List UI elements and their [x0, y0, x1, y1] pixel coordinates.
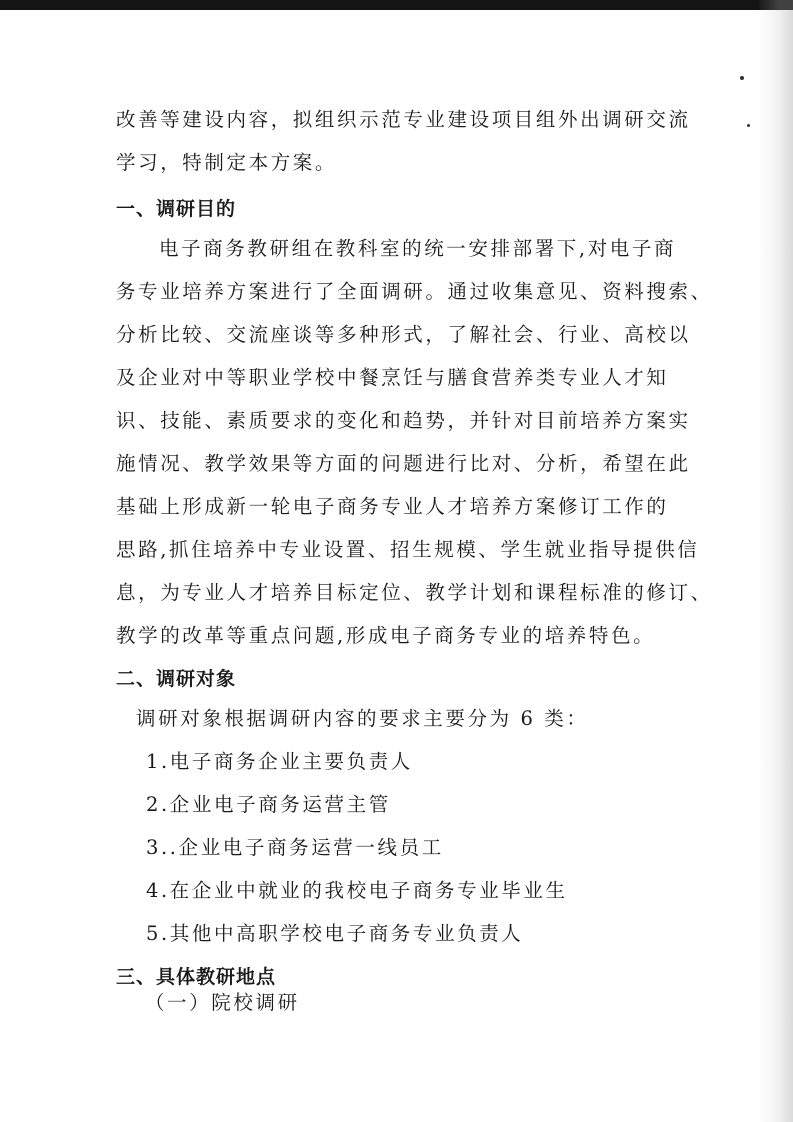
section-1-paragraph-line: 教学的改革等重点问题,形成电子商务专业的培养特色。 [116, 624, 656, 647]
section-3-heading: 三、具体教研地点 [116, 966, 277, 988]
section-1-paragraph-line: 息，为专业人才培养目标定位、教学计划和课程标准的修订、 [116, 581, 713, 604]
section-1-paragraph-line: 及企业对中等职业学校中餐烹饪与膳食营养类专业人才知 [116, 366, 669, 389]
section-1-heading: 一、调研目的 [116, 198, 237, 220]
scan-speck [747, 124, 750, 127]
list-item: 2.企业电子商务运营主管 [146, 793, 391, 816]
list-item: 4.在企业中就业的我校电子商务专业毕业生 [146, 879, 568, 902]
section-1-paragraph-line: 识、技能、素质要求的变化和趋势，并针对目前培养方案实 [116, 409, 691, 432]
section-1-paragraph-line: 分析比较、交流座谈等多种形式，了解社会、行业、高校以 [116, 323, 691, 346]
list-item: 3..企业电子商务运营一线员工 [146, 836, 444, 859]
section-3-subheading: （一）院校调研 [145, 991, 300, 1014]
list-item: 5.其他中高职学校电子商务专业负责人 [146, 922, 524, 945]
section-2-heading: 二、调研对象 [116, 668, 237, 690]
section-1-paragraph-line: 基础上形成新一轮电子商务专业人才培养方案修订工作的 [116, 495, 669, 518]
scan-right-shadow [757, 0, 793, 1122]
section-1-paragraph-line: 务专业培养方案进行了全面调研。通过收集意见、资料搜索、 [116, 280, 713, 303]
list-item: 1.电子商务企业主要负责人 [146, 750, 413, 773]
section-2-intro: 调研对象根据调研内容的要求主要分为 6 类： [136, 707, 589, 730]
scan-top-edge [0, 0, 793, 10]
section-1-paragraph-line: 思路,抓住培养中专业设置、招生规模、学生就业指导提供信 [116, 538, 700, 561]
section-1-paragraph-line: 施情况、教学效果等方面的问题进行比对、分析，希望在此 [116, 452, 691, 475]
scan-speck [740, 76, 744, 80]
section-1-paragraph-line: 电子商务教研组在教科室的统一安排部署下,对电子商 [159, 237, 677, 260]
intro-line-1: 改善等建设内容，拟组织示范专业建设项目组外出调研交流 [116, 108, 691, 131]
intro-line-2: 学习，特制定本方案。 [116, 151, 338, 174]
